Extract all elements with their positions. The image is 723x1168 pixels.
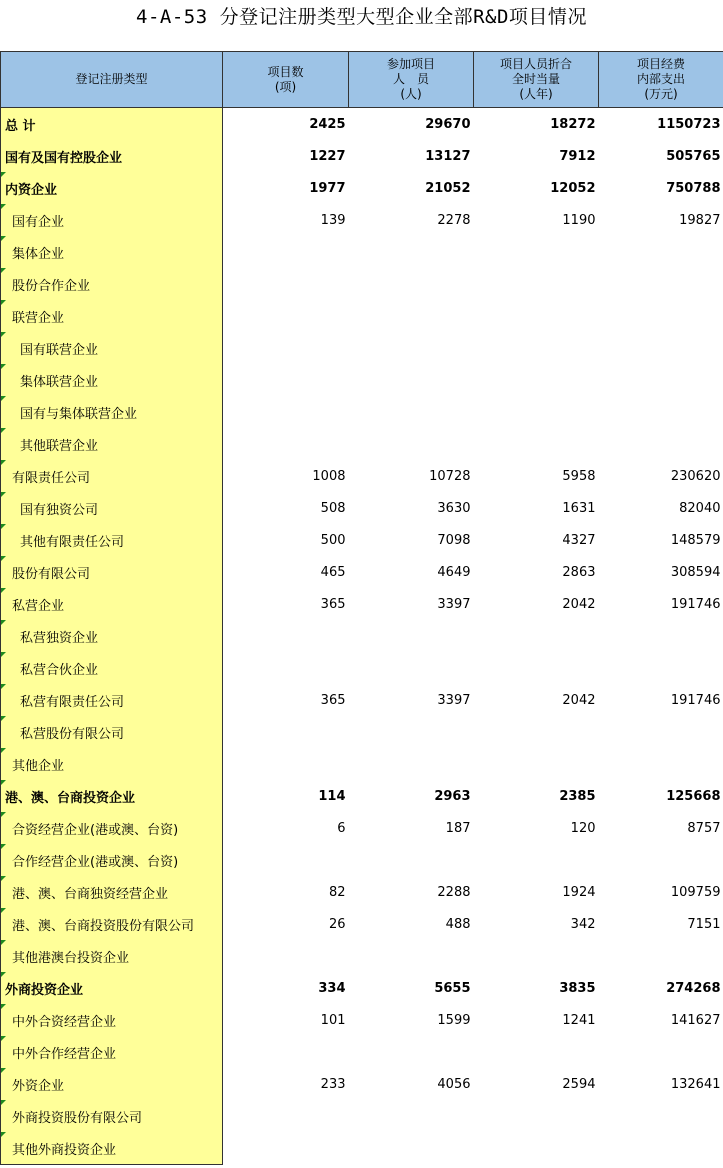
row-value	[349, 300, 474, 332]
row-value: 365	[320, 596, 346, 612]
table-row	[1, 1132, 723, 1165]
row-label: 股份有限公司	[1, 556, 223, 588]
row-value	[474, 940, 599, 972]
row-label: 总 计	[1, 108, 223, 141]
table-row	[1, 940, 723, 972]
table-row	[1, 684, 723, 716]
row-value: 500	[320, 532, 346, 548]
row-label: 港、澳、台商投资股份有限公司	[1, 908, 223, 940]
row-value: 1599	[437, 1012, 471, 1028]
row-value	[599, 652, 723, 684]
table-row	[1, 556, 723, 588]
table-row	[1, 876, 723, 908]
row-label: 合资经营企业(港或澳、台资)	[1, 812, 223, 844]
row-label: 国有与集体联营企业	[1, 396, 223, 428]
row-value	[223, 844, 349, 876]
row-value: 125668	[666, 788, 721, 804]
row-value: 7098	[437, 532, 471, 548]
row-label: 有限责任公司	[1, 460, 223, 492]
row-value: 750788	[666, 180, 721, 196]
table-row	[1, 972, 723, 1004]
table-row	[1, 844, 723, 876]
row-value	[599, 1132, 723, 1165]
row-label: 其他有限责任公司	[1, 524, 223, 556]
row-value: 2288	[437, 884, 471, 900]
row-label: 其他企业	[1, 748, 223, 780]
row-value	[349, 716, 474, 748]
row-value: 488	[445, 916, 471, 932]
row-value	[349, 1132, 474, 1165]
row-value	[349, 428, 474, 460]
row-value	[223, 748, 349, 780]
header-line: 人 员	[392, 72, 429, 86]
row-value: 1977	[309, 180, 346, 196]
row-value: 7912	[559, 148, 596, 164]
header-participants	[349, 52, 474, 108]
row-value	[223, 364, 349, 396]
row-value: 120	[570, 820, 596, 836]
row-label: 中外合作经营企业	[1, 1036, 223, 1068]
row-value	[223, 716, 349, 748]
row-label: 其他港澳台投资企业	[1, 940, 223, 972]
row-value: 2963	[434, 788, 471, 804]
row-value: 334	[318, 980, 346, 996]
row-value	[474, 620, 599, 652]
row-label: 合作经营企业(港或澳、台资)	[1, 844, 223, 876]
row-value	[599, 1036, 723, 1068]
header-registration-type	[1, 52, 223, 108]
table-row	[1, 108, 723, 141]
row-value: 508	[320, 500, 346, 516]
row-value	[474, 428, 599, 460]
row-value	[474, 1036, 599, 1068]
row-value	[599, 396, 723, 428]
table-row	[1, 204, 723, 236]
header-fte	[474, 52, 599, 108]
table-row	[1, 652, 723, 684]
row-value	[223, 1100, 349, 1132]
row-value	[599, 300, 723, 332]
table-row	[1, 364, 723, 396]
table-body	[1, 108, 723, 1165]
row-value: 2278	[437, 212, 471, 228]
row-label: 外商投资股份有限公司	[1, 1100, 223, 1132]
row-value: 2863	[562, 564, 596, 580]
row-label: 外资企业	[1, 1068, 223, 1100]
row-label: 私营独资企业	[1, 620, 223, 652]
row-value	[349, 620, 474, 652]
row-label: 港、澳、台商投资企业	[1, 780, 223, 812]
row-value: 12052	[550, 180, 596, 196]
table-row	[1, 428, 723, 460]
row-value: 1190	[562, 212, 596, 228]
row-value: 114	[318, 788, 346, 804]
row-label: 国有独资公司	[1, 492, 223, 524]
row-value: 2425	[309, 116, 346, 132]
row-value: 148579	[670, 532, 721, 548]
table-row	[1, 236, 723, 268]
row-value	[474, 1132, 599, 1165]
row-value	[599, 236, 723, 268]
row-value	[223, 396, 349, 428]
row-value	[349, 364, 474, 396]
row-label: 集体联营企业	[1, 364, 223, 396]
table-row	[1, 332, 723, 364]
row-value: 18272	[550, 116, 596, 132]
row-label: 私营股份有限公司	[1, 716, 223, 748]
row-value	[474, 364, 599, 396]
table-row	[1, 140, 723, 172]
row-value: 1241	[562, 1012, 596, 1028]
row-value: 101	[320, 1012, 346, 1028]
row-label: 国有及国有控股企业	[1, 140, 223, 172]
row-value	[349, 1036, 474, 1068]
header-text: 登记注册类型	[75, 72, 148, 86]
row-value: 1227	[309, 148, 346, 164]
row-value	[599, 844, 723, 876]
header-expenditure	[599, 52, 723, 108]
table-row	[1, 620, 723, 652]
header-line: 参加项目	[386, 57, 435, 71]
row-value	[223, 268, 349, 300]
table-row	[1, 780, 723, 812]
header-line: 项目经费	[636, 57, 685, 71]
table-row	[1, 1036, 723, 1068]
row-value	[599, 940, 723, 972]
row-value: 233	[320, 1076, 346, 1092]
row-value	[349, 940, 474, 972]
row-value: 191746	[670, 692, 721, 708]
header-project-count	[223, 52, 349, 108]
row-label: 其他外商投资企业	[1, 1132, 223, 1165]
row-value	[223, 332, 349, 364]
row-value: 29670	[425, 116, 471, 132]
row-value: 132641	[670, 1076, 721, 1092]
row-value: 7151	[687, 916, 721, 932]
row-value	[599, 268, 723, 300]
table-row	[1, 812, 723, 844]
row-value: 274268	[666, 980, 721, 996]
header-line: 项目数	[267, 64, 304, 79]
row-value	[474, 396, 599, 428]
row-label: 外商投资企业	[1, 972, 223, 1004]
row-value	[599, 364, 723, 396]
row-value	[223, 428, 349, 460]
row-value	[223, 300, 349, 332]
row-label: 私营合伙企业	[1, 652, 223, 684]
row-value: 4056	[437, 1076, 471, 1092]
header-line: (项)	[274, 79, 297, 94]
row-label: 内资企业	[1, 172, 223, 204]
row-label: 私营企业	[1, 588, 223, 620]
row-value	[349, 1100, 474, 1132]
row-value	[599, 620, 723, 652]
row-value	[223, 652, 349, 684]
table-row	[1, 172, 723, 204]
table-row	[1, 908, 723, 940]
row-label: 其他联营企业	[1, 428, 223, 460]
table-row	[1, 492, 723, 524]
row-value	[349, 268, 474, 300]
table-row	[1, 716, 723, 748]
row-value: 4327	[562, 532, 596, 548]
header-line: (万元)	[644, 87, 678, 101]
row-label: 中外合资经营企业	[1, 1004, 223, 1036]
row-value: 2042	[562, 596, 596, 612]
row-value	[349, 396, 474, 428]
row-value: 6	[337, 820, 346, 836]
row-value	[474, 748, 599, 780]
header-line: (人年)	[519, 87, 553, 101]
row-value	[474, 268, 599, 300]
row-value	[223, 1036, 349, 1068]
data-table	[0, 51, 723, 1165]
row-label: 集体企业	[1, 236, 223, 268]
row-value: 5655	[434, 980, 471, 996]
row-value: 505765	[666, 148, 721, 164]
table-row	[1, 1100, 723, 1132]
row-label: 联营企业	[1, 300, 223, 332]
header-line: 项目人员折合	[499, 57, 572, 71]
row-value: 3397	[437, 596, 471, 612]
table-row	[1, 588, 723, 620]
row-value: 230620	[670, 468, 721, 484]
row-value: 3835	[559, 980, 596, 996]
row-value	[599, 1100, 723, 1132]
row-value	[474, 652, 599, 684]
row-value	[349, 748, 474, 780]
row-value	[599, 428, 723, 460]
row-value	[474, 236, 599, 268]
row-value: 3630	[437, 500, 471, 516]
row-value: 4649	[437, 564, 471, 580]
row-value	[223, 1132, 349, 1165]
row-value	[349, 652, 474, 684]
header-line: 全时当量	[511, 72, 560, 86]
page-title: 4-A-53 分登记注册类型大型企业全部R&D项目情况	[136, 6, 587, 28]
row-value	[599, 332, 723, 364]
row-value	[349, 236, 474, 268]
row-value: 5958	[562, 468, 596, 484]
row-value: 82040	[679, 500, 721, 516]
row-value	[474, 332, 599, 364]
row-value: 109759	[670, 884, 721, 900]
row-value	[599, 748, 723, 780]
row-value	[474, 844, 599, 876]
row-value: 308594	[670, 564, 721, 580]
row-value: 13127	[425, 148, 471, 164]
table-row	[1, 268, 723, 300]
row-value	[223, 236, 349, 268]
header-row	[1, 52, 723, 108]
row-value: 82	[328, 884, 346, 900]
row-value: 19827	[679, 212, 721, 228]
row-value: 2594	[562, 1076, 596, 1092]
header-line: 内部支出	[636, 72, 685, 86]
row-value	[474, 716, 599, 748]
row-value: 342	[570, 916, 596, 932]
table-row	[1, 524, 723, 556]
table-row	[1, 460, 723, 492]
header-line: (人)	[400, 87, 422, 101]
row-value	[599, 716, 723, 748]
row-label: 私营有限责任公司	[1, 684, 223, 716]
row-value: 3397	[437, 692, 471, 708]
row-value: 2042	[562, 692, 596, 708]
row-value: 365	[320, 692, 346, 708]
row-value	[349, 844, 474, 876]
table-row	[1, 1068, 723, 1100]
table-row	[1, 396, 723, 428]
row-value: 187	[445, 820, 471, 836]
row-value: 139	[320, 212, 346, 228]
table-row	[1, 748, 723, 780]
row-value: 10728	[429, 468, 471, 484]
row-value: 1008	[312, 468, 346, 484]
row-value: 8757	[687, 820, 721, 836]
row-value	[223, 940, 349, 972]
row-value: 191746	[670, 596, 721, 612]
row-label: 港、澳、台商独资经营企业	[1, 876, 223, 908]
row-label: 国有企业	[1, 204, 223, 236]
row-value: 1924	[562, 884, 596, 900]
row-value	[223, 620, 349, 652]
row-value: 1150723	[657, 116, 721, 132]
row-value: 2385	[559, 788, 596, 804]
row-value: 21052	[425, 180, 471, 196]
row-value: 465	[320, 564, 346, 580]
row-value	[349, 332, 474, 364]
table-row	[1, 300, 723, 332]
row-value: 1631	[562, 500, 596, 516]
row-label: 国有联营企业	[1, 332, 223, 364]
row-label: 股份合作企业	[1, 268, 223, 300]
row-value: 141627	[670, 1012, 721, 1028]
table-row	[1, 1004, 723, 1036]
row-value: 26	[328, 916, 346, 932]
row-value	[474, 300, 599, 332]
row-value	[474, 1100, 599, 1132]
